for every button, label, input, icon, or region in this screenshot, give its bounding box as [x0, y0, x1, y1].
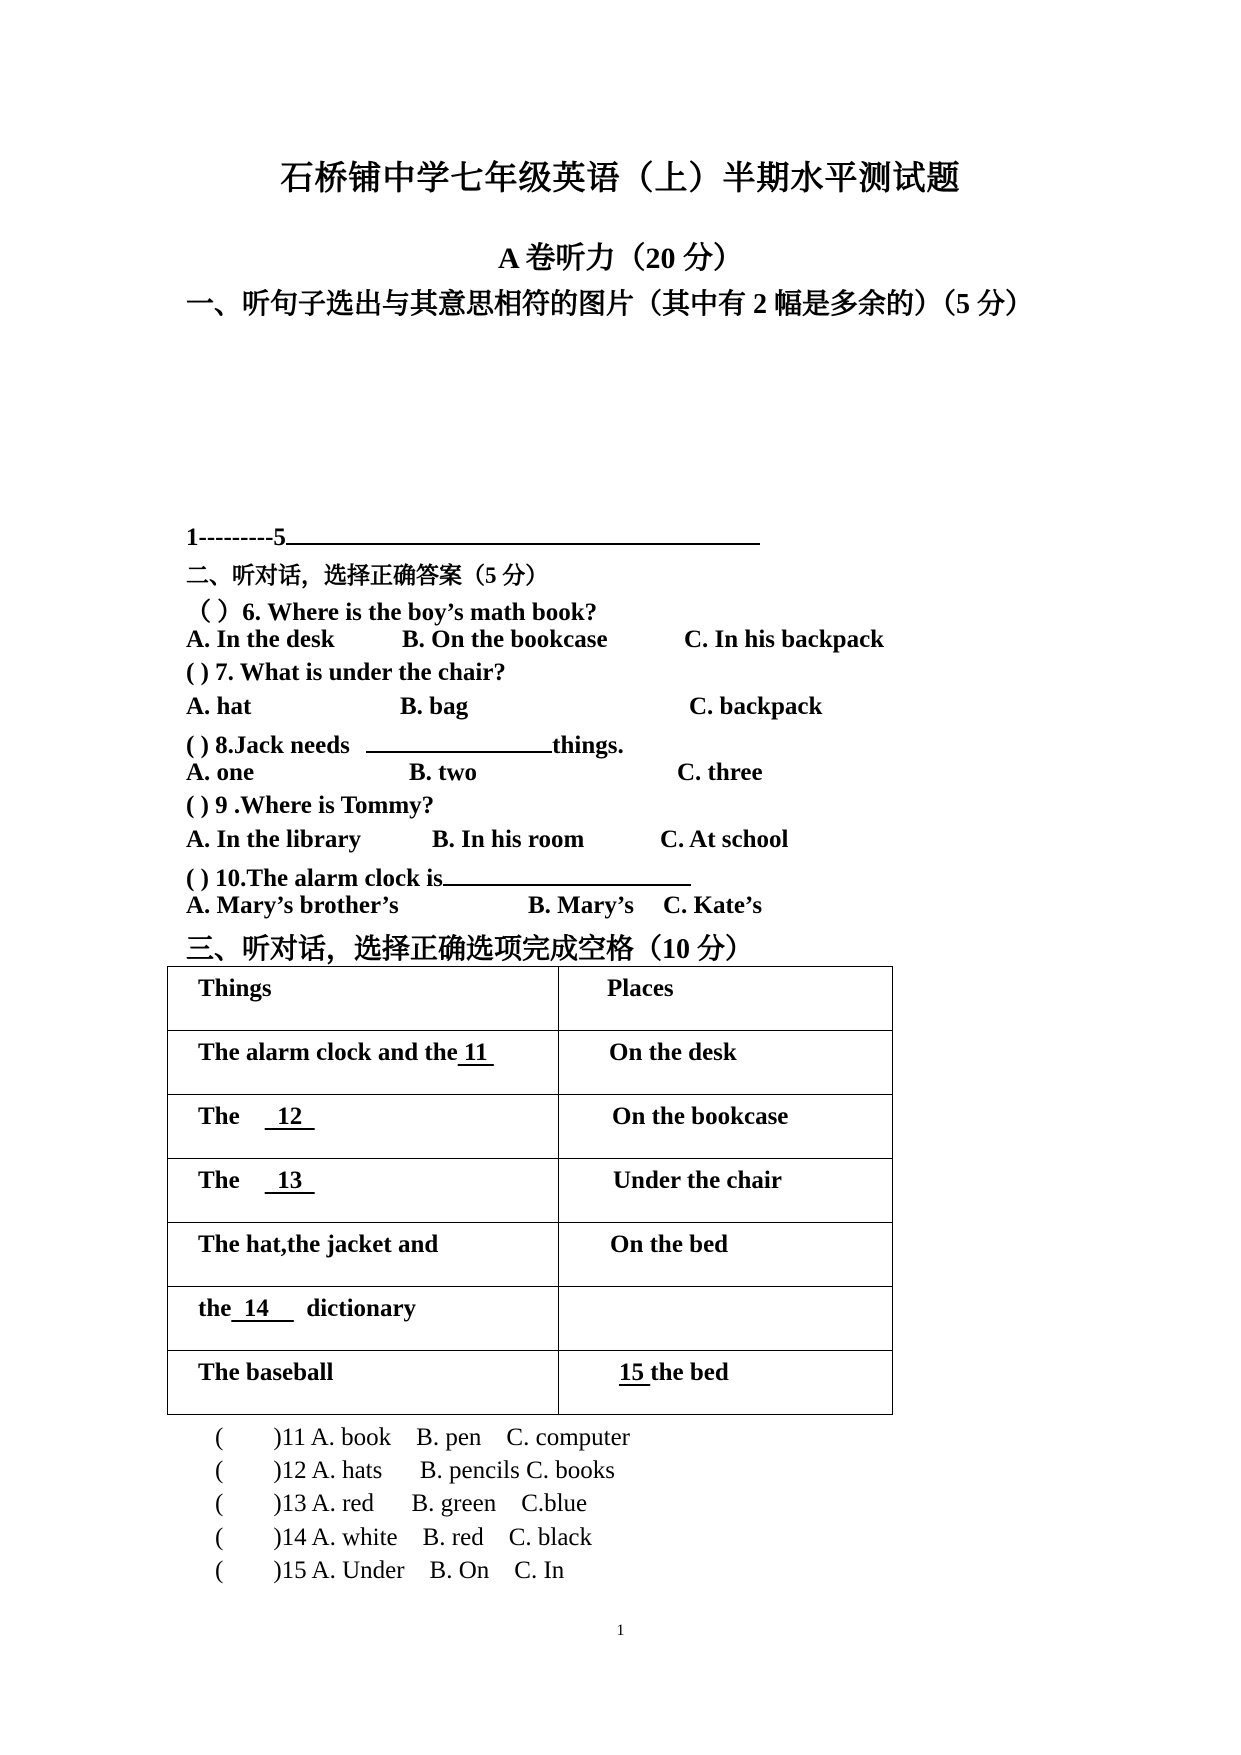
place-text: the bed — [650, 1359, 729, 1386]
place-cell — [559, 1287, 893, 1351]
q10-option-a: A. Mary’s brother’s — [186, 892, 399, 919]
answer-label: 1---------5 — [186, 524, 286, 551]
q9-option-c: C. At school — [660, 826, 789, 853]
thing-cell — [168, 1159, 559, 1223]
question-10 — [186, 859, 691, 893]
question-9: ( ) 9 .Where is Tommy? — [186, 792, 435, 819]
q8-option-b: B. two — [409, 759, 478, 786]
place-cell: On the desk — [559, 1031, 893, 1095]
thing-text: the — [198, 1295, 232, 1322]
q6-option-a: A. In the desk — [186, 626, 335, 653]
page-number: 1 — [616, 1622, 625, 1639]
thing-cell — [168, 1031, 559, 1095]
section-a-title: A 卷听力（20 分） — [497, 242, 743, 275]
place-cell — [559, 1351, 893, 1415]
section3-heading: 三、听对话，选择正确选项完成空格（10 分） — [186, 934, 754, 965]
q8-text: ( ) 8.Jack needs — [186, 732, 357, 759]
table-row — [168, 1351, 893, 1415]
option-line-15: ( )15 A. Under B. On C. In — [215, 1557, 565, 1584]
things-places-table — [167, 966, 893, 1415]
q8-text-after: things. — [552, 732, 624, 759]
header-things: Things — [168, 967, 559, 1031]
table-header-row — [168, 967, 893, 1031]
q8-blank — [366, 726, 552, 753]
section2-heading: 二、听对话，选择正确答案（5 分） — [186, 563, 549, 588]
table-row — [168, 1223, 893, 1287]
blank-13: 13 — [264, 1167, 315, 1194]
place-cell: Under the chair — [559, 1159, 893, 1223]
blank-12: 12 — [264, 1103, 315, 1130]
q10-blank — [443, 859, 691, 886]
question-7: ( ) 7. What is under the chair? — [186, 659, 506, 686]
option-line-14: ( )14 A. white B. red C. black — [215, 1524, 593, 1551]
q8-option-c: C. three — [677, 759, 763, 786]
question-8 — [186, 726, 624, 760]
q10-text: ( ) 10.The alarm clock is — [186, 865, 443, 892]
q10-option-c: C. Kate’s — [663, 892, 763, 919]
option-line-11: ( )11 A. book B. pen C. computer — [215, 1424, 631, 1451]
page-title: 石桥铺中学七年级英语（上）半期水平测试题 — [280, 158, 961, 197]
q9-option-b: B. In his room — [432, 826, 585, 853]
q10-option-b: B. Mary’s — [528, 892, 634, 919]
thing-cell — [168, 1287, 559, 1351]
q6-option-c: C. In his backpack — [684, 626, 885, 653]
thing-cell: The baseball — [168, 1351, 559, 1415]
table-row — [168, 1159, 893, 1223]
question-6: （ ）6. Where is the boy’s math book? — [186, 599, 598, 626]
option-line-12: ( )12 A. hats B. pencils C. books — [215, 1457, 615, 1484]
section1-heading: 一、听句子选出与其意思相符的图片（其中有 2 幅是多余的）（5 分） — [186, 289, 1034, 320]
q7-option-a: A. hat — [186, 693, 252, 720]
thing-cell: The hat,the jacket and — [168, 1223, 559, 1287]
answer-line — [186, 518, 760, 552]
q6-option-b: B. On the bookcase — [402, 626, 608, 653]
place-cell: On the bed — [559, 1223, 893, 1287]
thing-text: The alarm clock and the — [198, 1039, 458, 1066]
table-row — [168, 1287, 893, 1351]
thing-text: The — [198, 1103, 265, 1130]
q9-option-a: A. In the library — [186, 826, 361, 853]
blank-11: 11 — [457, 1039, 494, 1066]
thing-text-after: dictionary — [293, 1295, 417, 1322]
table-row — [168, 1095, 893, 1159]
blank-14: 14 — [231, 1295, 294, 1322]
option-line-13: ( )13 A. red B. green C.blue — [215, 1490, 588, 1517]
place-cell: On the bookcase — [559, 1095, 893, 1159]
answer-blank — [286, 518, 760, 545]
blank-15: 15 — [619, 1359, 651, 1386]
q7-option-c: C. backpack — [689, 693, 823, 720]
table-row — [168, 1031, 893, 1095]
header-places: Places — [559, 967, 893, 1031]
thing-cell — [168, 1095, 559, 1159]
q8-option-a: A. one — [186, 759, 255, 786]
thing-text: The — [198, 1167, 265, 1194]
q7-option-b: B. bag — [400, 693, 469, 720]
